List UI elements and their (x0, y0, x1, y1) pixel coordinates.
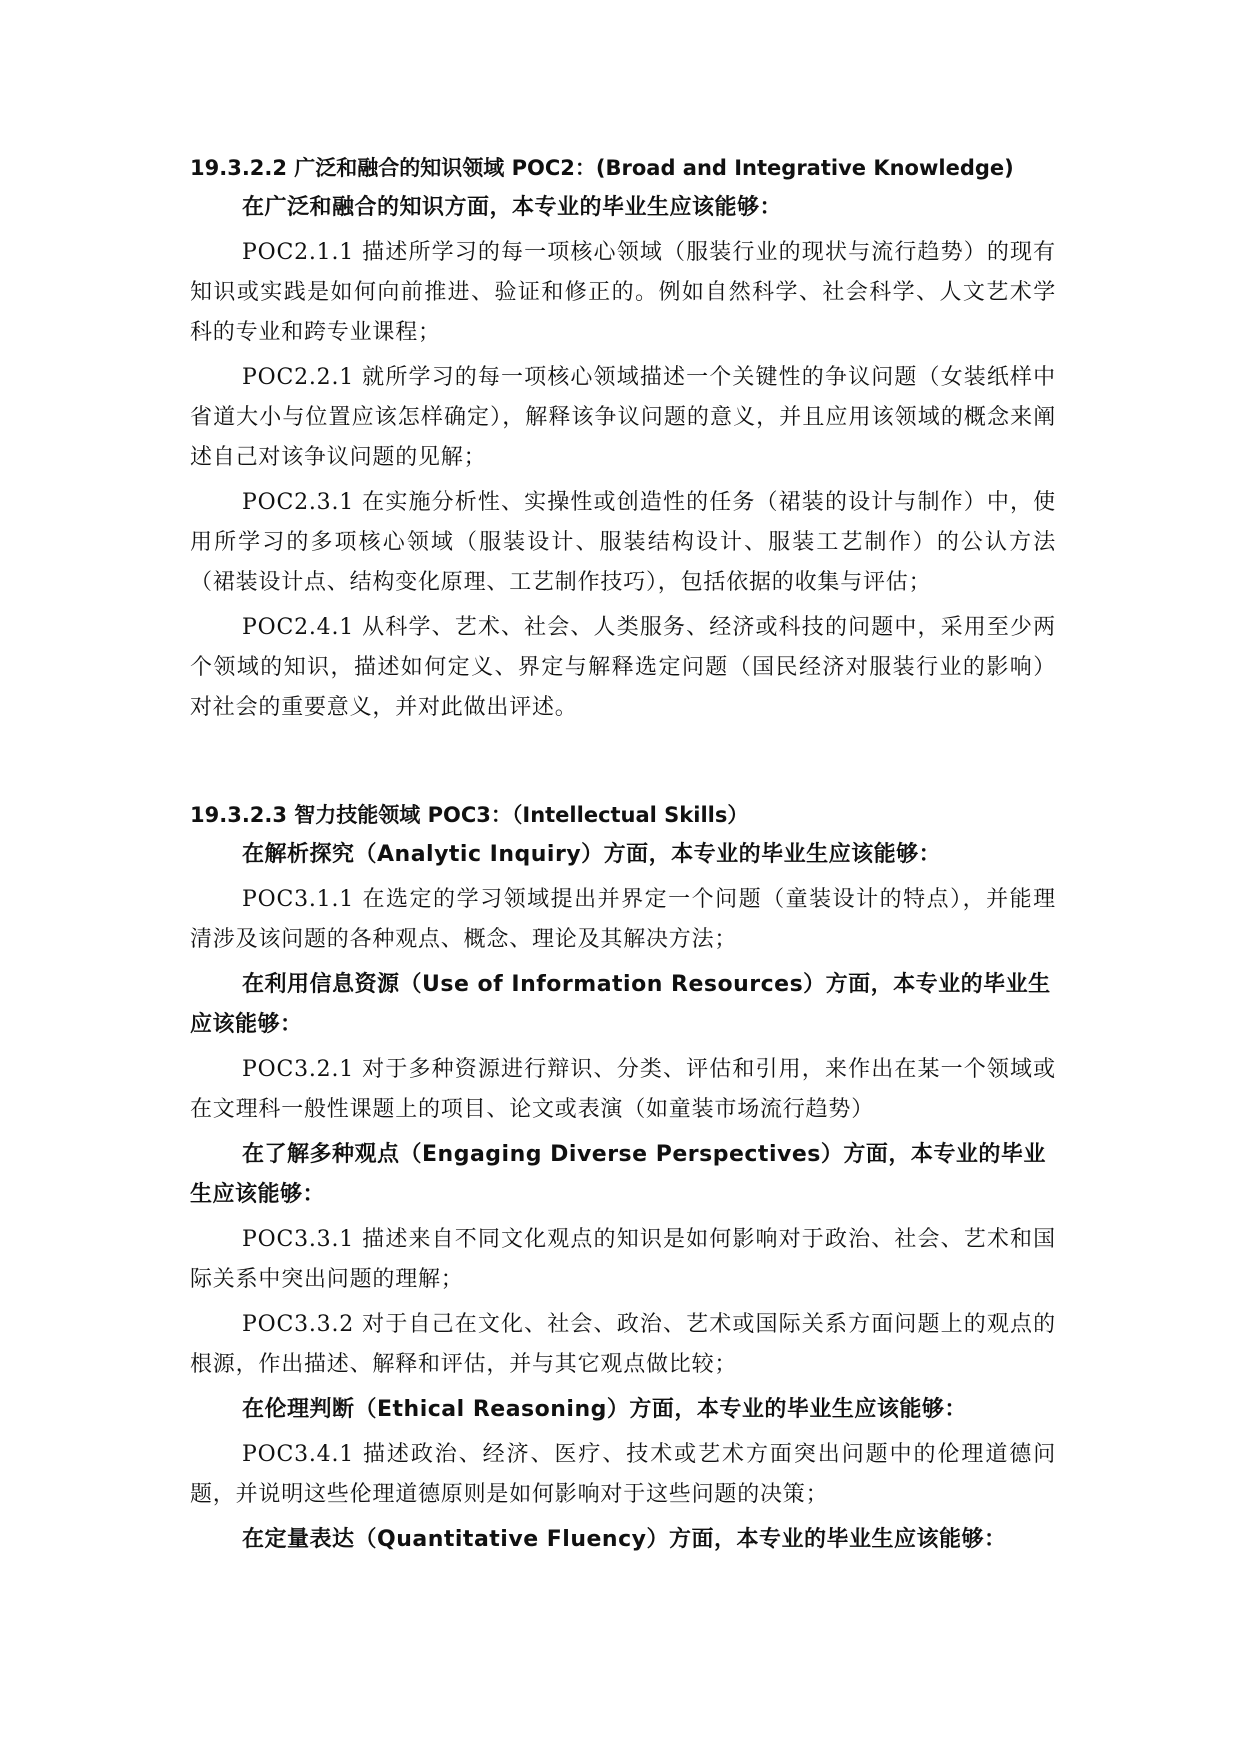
subheading-analytic-inquiry: 在解析探究（Analytic Inquiry）方面，本专业的毕业生应该能够： (242, 842, 942, 867)
paragraph-poc3-4-1: POC3.4.1 描述政治、经济、医疗、技术或艺术方面突出问题中的伦理道德问题，并说明这些伦理道德原则是如何影响对于这些问题的决策； (190, 1442, 1056, 1507)
subheading-broad-knowledge: 在广泛和融合的知识方面，本专业的毕业生应该能够： (242, 195, 783, 220)
subheading-quantitative-fluency: 在定量表达（Quantitative Fluency）方面，本专业的毕业生应该能够： (242, 1527, 1007, 1552)
paragraph-poc3-1-1: POC3.1.1 在选定的学习领域提出并界定一个问题（童装设计的特点），并能理清涉及该问题的各种观点、概念、理论及其解决方法； (190, 887, 1056, 952)
paragraph-poc3-3-1: POC3.3.1 描述来自不同文化观点的知识是如何影响对于政治、社会、艺术和国际关系中突出问题的理解； (190, 1227, 1056, 1292)
subheading-diverse-perspectives: 在了解多种观点（Engaging Diverse Perspectives）方面，本专业的毕业生应该能够： (190, 1142, 1046, 1207)
document-page (190, 148, 1056, 1565)
paragraph-poc3-3-2: POC3.3.2 对于自己在文化、社会、政治、艺术或国际关系方面问题上的观点的根源，作出描述、解释和评估，并与其它观点做比较； (190, 1312, 1056, 1377)
section-heading-poc2: 19.3.2.2 广泛和融合的知识领域 POC2：(Broad and Integrative Knowledge) (190, 156, 1014, 180)
subheading-ethical-reasoning: 在伦理判断（Ethical Reasoning）方面，本专业的毕业生应该能够： (242, 1397, 967, 1422)
paragraph-poc3-2-1: POC3.2.1 对于多种资源进行辩识、分类、评估和引用，来作出在某一个领域或在文理科一般性课题上的项目、论文或表演（如童装市场流行趋势） (190, 1057, 1056, 1122)
paragraph-poc2-3-1: POC2.3.1 在实施分析性、实操性或创造性的任务（裙装的设计与制作）中，使用所学习的多项核心领域（服装设计、服装结构设计、服装工艺制作）的公认方法（裙装设计点、结构变化原理、工艺制作技巧），包括依据的收集与评估； (190, 490, 1056, 595)
paragraph-poc2-4-1: POC2.4.1 从科学、艺术、社会、人类服务、经济或科技的问题中，采用至少两个领域的知识，描述如何定义、界定与解释选定问题（国民经济对服装行业的影响）对社会的重要意义，并对此做出评述。 (190, 615, 1056, 720)
subheading-information-resources: 在利用信息资源（Use of Information Resources）方面，本专业的毕业生应该能够： (190, 972, 1051, 1037)
section-gap (190, 733, 1056, 795)
paragraph-poc2-1-1: POC2.1.1 描述所学习的每一项核心领域（服装行业的现状与流行趋势）的现有知识或实践是如何向前推进、验证和修正的。例如自然科学、社会科学、人文艺术学科的专业和跨专业课程； (190, 240, 1056, 345)
paragraph-poc2-2-1: POC2.2.1 就所学习的每一项核心领域描述一个关键性的争议问题（女装纸样中省道大小与位置应该怎样确定），解释该争议问题的意义，并且应用该领域的概念来阐述自己对该争议问题的见解； (190, 365, 1056, 470)
section-heading-poc3: 19.3.2.3 智力技能领域 POC3：（Intellectual Skills） (190, 803, 749, 827)
